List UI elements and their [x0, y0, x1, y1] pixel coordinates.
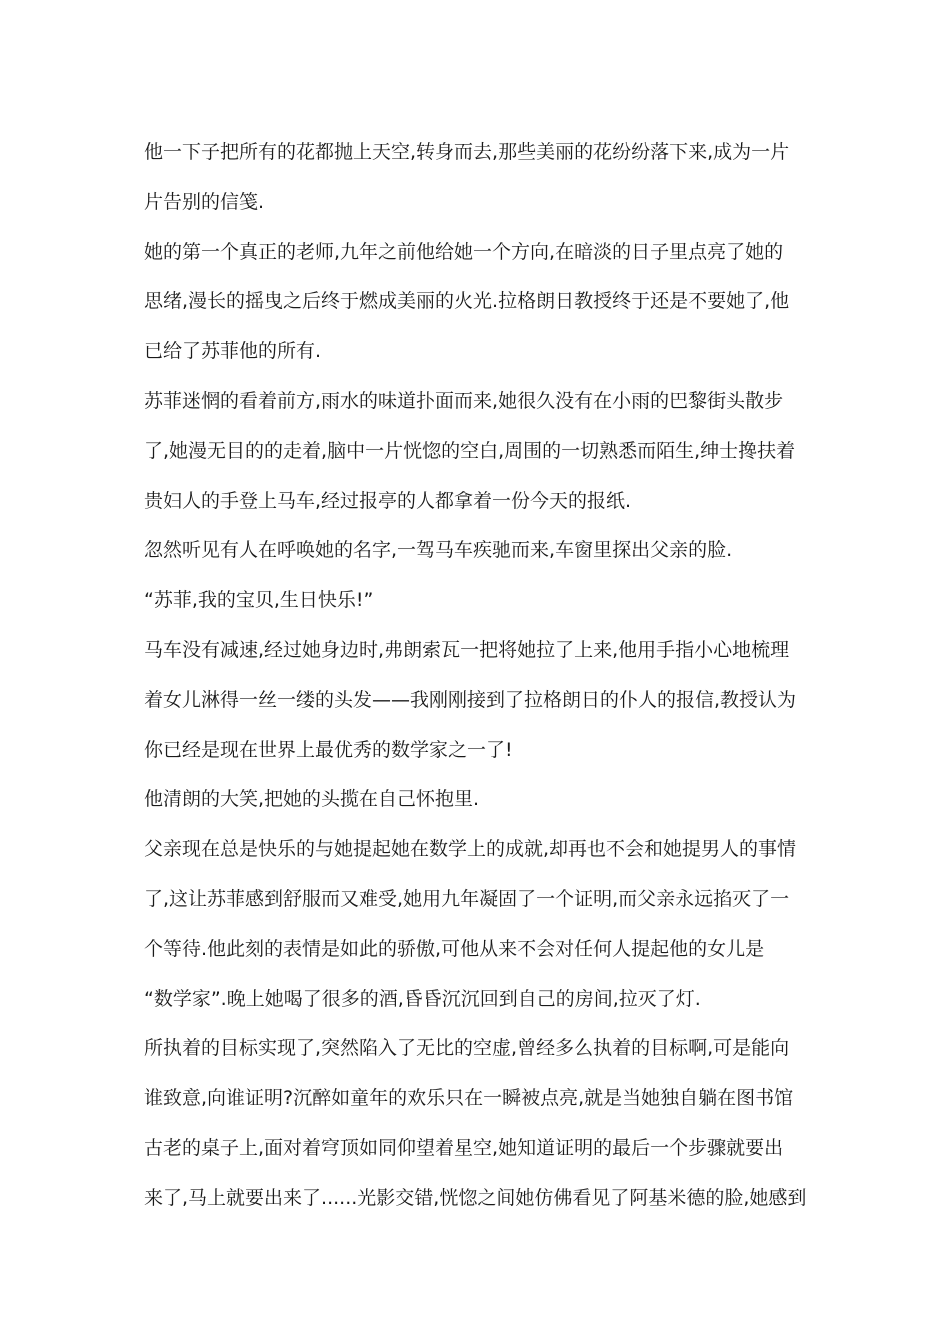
text-line: 忽然听见有人在呼唤她的名字,一驾马车疾驰而来,车窗里探出父亲的脸. — [144, 539, 733, 562]
text-line: 苏菲迷惘的看着前方,雨水的味道扑面而来,她很久没有在小雨的巴黎街头散步 — [144, 389, 784, 412]
text-line: 谁致意,向谁证明?沉醉如童年的欢乐只在一瞬被点亮,就是当她独自躺在图书馆 — [144, 1087, 794, 1110]
text-line: 着女儿淋得一丝一缕的头发——我刚刚接到了拉格朗日的仆人的报信,教授认为 — [144, 688, 797, 711]
text-line: 了,这让苏菲感到舒服而又难受,她用九年凝固了一个证明,而父亲永远掐灭了一 — [144, 887, 790, 910]
text-line: 他清朗的大笑,把她的头揽在自己怀抱里. — [144, 788, 480, 811]
text-line: 你已经是现在世界上最优秀的数学家之一了! — [144, 738, 513, 761]
text-line: 古老的桌子上,面对着穹顶如同仰望着星空,她知道证明的最后一个步骤就要出 — [144, 1136, 784, 1159]
text-line: 了,她漫无目的的走着,脑中一片恍惚的空白,周围的一切熟悉而陌生,绅士搀扶着 — [144, 439, 796, 462]
text-line: 思绪,漫长的摇曳之后终于燃成美丽的火光.拉格朗日教授终于还是不要她了,他 — [144, 290, 790, 313]
text-line: 片告别的信笺. — [144, 190, 265, 213]
body-text — [144, 128, 808, 1224]
text-line: 父亲现在总是快乐的与她提起她在数学上的成就,却再也不会和她提男人的事情 — [144, 838, 797, 861]
text-line: 他一下子把所有的花都抛上天空,转身而去,那些美丽的花纷纷落下来,成为一片 — [144, 141, 790, 163]
text-line: 个等待.他此刻的表情是如此的骄傲,可他从来不会对任何人提起他的女儿是 — [144, 937, 765, 960]
text-line: 来了,马上就要出来了......光影交错,恍惚之间她仿佛看见了阿基米德的脸,她感到 — [144, 1186, 807, 1209]
text-line: “数学家”.晚上她喝了很多的酒,昏昏沉沉回到自己的房间,拉灭了灯. — [144, 987, 701, 1010]
text-line: 贵妇人的手登上马车,经过报亭的人都拿着一份今天的报纸. — [144, 489, 632, 512]
text-line: 她的第一个真正的老师,九年之前他给她一个方向,在暗淡的日子里点亮了她的 — [144, 240, 784, 263]
text-line: “苏菲,我的宝贝,生日快乐!” — [144, 589, 374, 612]
text-line: 所执着的目标实现了,突然陷入了无比的空虚,曾经多么执着的目标啊,可是能向 — [144, 1037, 790, 1060]
text-line: 已给了苏菲他的所有. — [144, 340, 322, 363]
text-line: 马车没有减速,经过她身边时,弗朗索瓦一把将她拉了上来,他用手指小心地梳理 — [144, 638, 790, 661]
